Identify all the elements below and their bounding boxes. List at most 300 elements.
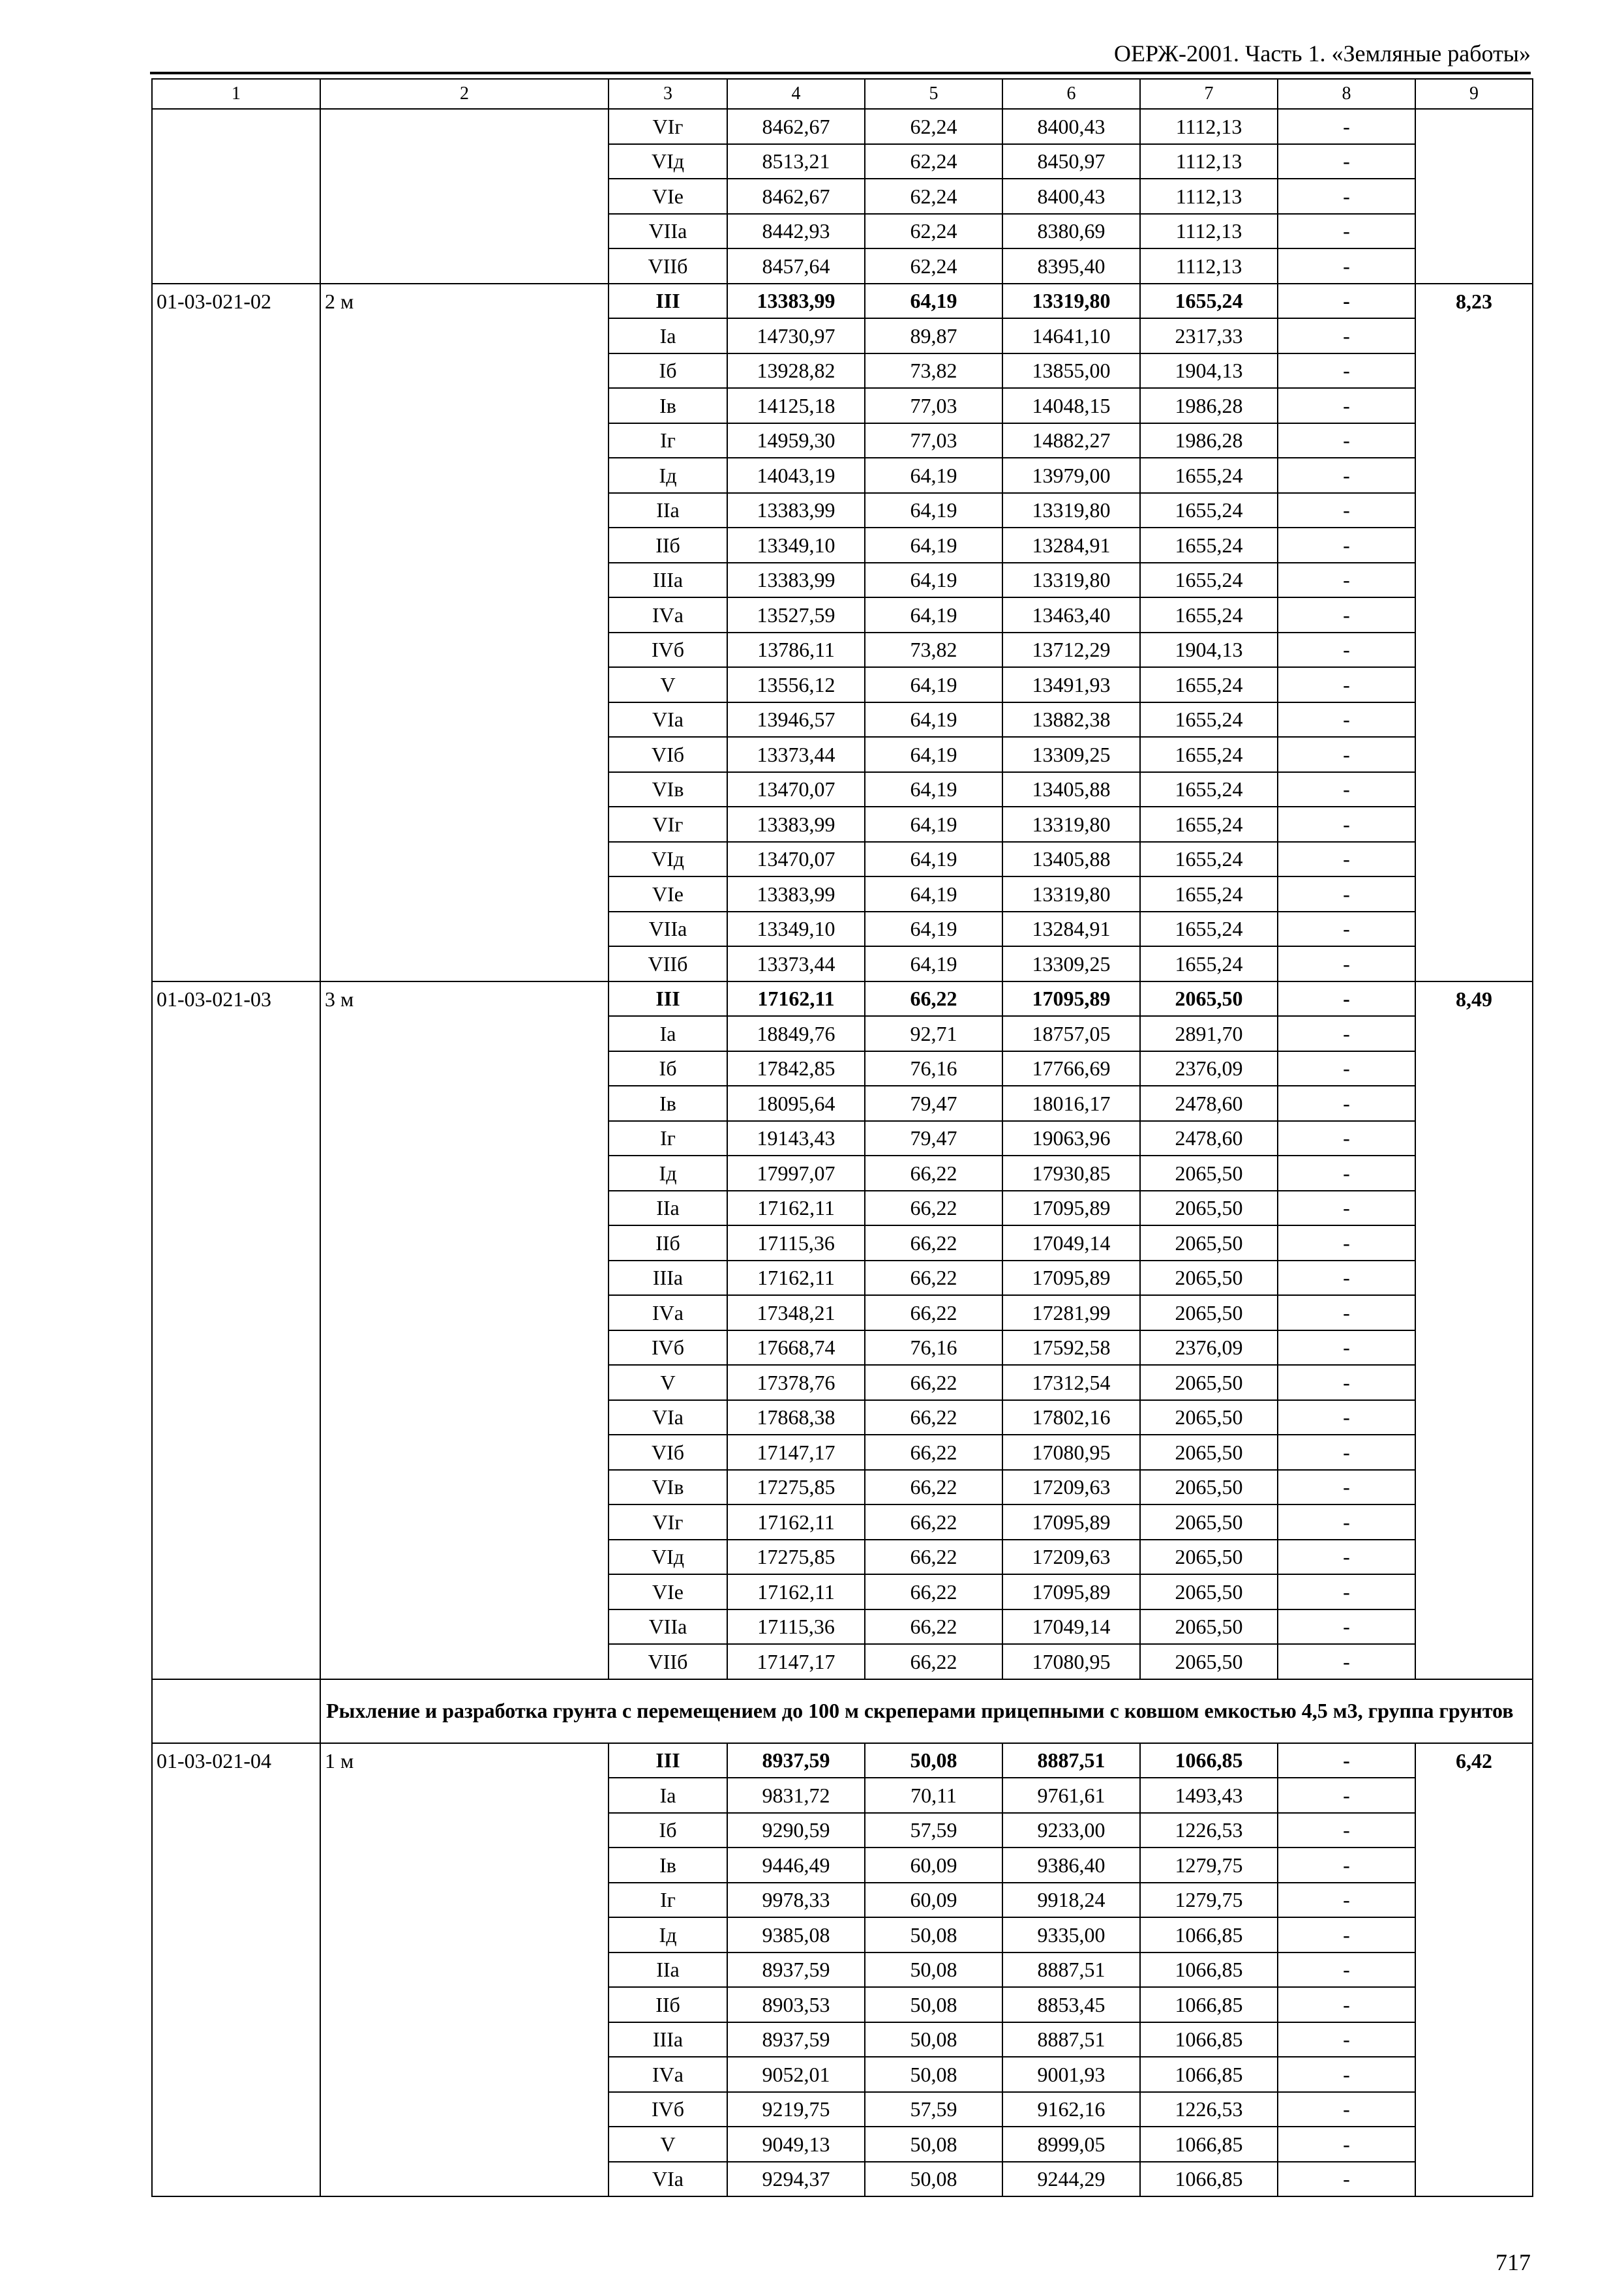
materials-cost-cell: -	[1278, 1743, 1415, 1778]
materials-cost-cell: -	[1278, 667, 1415, 702]
workers-wage-cell: 77,03	[865, 388, 1002, 423]
soil-group-cell: IVа	[609, 597, 727, 633]
total-cost-cell: 9978,33	[727, 1883, 865, 1918]
machinists-wage-cell: 1655,24	[1140, 772, 1278, 807]
machines-cost-cell: 13284,91	[1002, 912, 1140, 947]
materials-cost-cell: -	[1278, 179, 1415, 214]
labor-cost-cell: 6,42	[1415, 1743, 1533, 2197]
soil-group-cell: IIа	[609, 1191, 727, 1226]
machines-cost-cell: 17095,89	[1002, 981, 1140, 1017]
machines-cost-cell: 17766,69	[1002, 1051, 1140, 1086]
workers-wage-cell: 66,22	[865, 1365, 1002, 1400]
workers-wage-cell: 64,19	[865, 284, 1002, 319]
machines-cost-cell: 13319,80	[1002, 284, 1140, 319]
workers-wage-cell: 60,09	[865, 1848, 1002, 1883]
workers-wage-cell: 50,08	[865, 2057, 1002, 2092]
machinists-wage-cell: 1655,24	[1140, 597, 1278, 633]
total-cost-cell: 17668,74	[727, 1330, 865, 1366]
materials-cost-cell: -	[1278, 2022, 1415, 2057]
soil-group-cell: Iд	[609, 1156, 727, 1191]
machines-cost-cell: 13491,93	[1002, 667, 1140, 702]
machines-cost-cell: 9244,29	[1002, 2162, 1140, 2197]
workers-wage-cell: 62,24	[865, 144, 1002, 179]
machinists-wage-cell: 2065,50	[1140, 1435, 1278, 1470]
soil-group-cell: IIб	[609, 1225, 727, 1261]
soil-group-cell: IVб	[609, 1330, 727, 1366]
workers-wage-cell: 64,19	[865, 737, 1002, 772]
machines-cost-cell: 9001,93	[1002, 2057, 1140, 2092]
machinists-wage-cell: 1226,53	[1140, 2092, 1278, 2127]
total-cost-cell: 18095,64	[727, 1086, 865, 1121]
machinists-wage-cell: 1655,24	[1140, 563, 1278, 598]
materials-cost-cell: -	[1278, 1952, 1415, 1988]
total-cost-cell: 13373,44	[727, 946, 865, 981]
machinists-wage-cell: 1066,85	[1140, 2127, 1278, 2162]
page-number: 717	[1496, 2249, 1531, 2275]
workers-wage-cell: 50,08	[865, 2022, 1002, 2057]
workers-wage-cell: 73,82	[865, 633, 1002, 668]
soil-group-cell: Iб	[609, 1813, 727, 1848]
norm-name-cell: 3 м	[320, 981, 609, 1679]
total-cost-cell: 14125,18	[727, 388, 865, 423]
machinists-wage-cell: 1066,85	[1140, 2162, 1278, 2197]
machinists-wage-cell: 1112,13	[1140, 248, 1278, 284]
labor-cost-cell	[1415, 109, 1533, 284]
workers-wage-cell: 66,22	[865, 1644, 1002, 1679]
machinists-wage-cell: 1112,13	[1140, 179, 1278, 214]
machines-cost-cell: 8887,51	[1002, 1952, 1140, 1988]
workers-wage-cell: 64,19	[865, 807, 1002, 842]
soil-group-cell: V	[609, 2127, 727, 2162]
materials-cost-cell: -	[1278, 1225, 1415, 1261]
soil-group-cell: VIб	[609, 1435, 727, 1470]
total-cost-cell: 8462,67	[727, 179, 865, 214]
machinists-wage-cell: 1112,13	[1140, 144, 1278, 179]
materials-cost-cell: -	[1278, 1848, 1415, 1883]
machinists-wage-cell: 1066,85	[1140, 2022, 1278, 2057]
machinists-wage-cell: 2065,50	[1140, 1156, 1278, 1191]
materials-cost-cell: -	[1278, 1261, 1415, 1296]
total-cost-cell: 17115,36	[727, 1609, 865, 1645]
total-cost-cell: 17147,17	[727, 1644, 865, 1679]
machines-cost-cell: 17281,99	[1002, 1295, 1140, 1330]
machines-cost-cell: 18757,05	[1002, 1016, 1140, 1051]
workers-wage-cell: 64,19	[865, 597, 1002, 633]
workers-wage-cell: 64,19	[865, 772, 1002, 807]
workers-wage-cell: 66,22	[865, 1470, 1002, 1505]
total-cost-cell: 8462,67	[727, 109, 865, 144]
machinists-wage-cell: 1655,24	[1140, 702, 1278, 738]
machinists-wage-cell: 2065,50	[1140, 1644, 1278, 1679]
workers-wage-cell: 66,22	[865, 1574, 1002, 1609]
total-cost-cell: 13349,10	[727, 528, 865, 563]
machines-cost-cell: 13463,40	[1002, 597, 1140, 633]
norm-code-cell: 01-03-021-04	[152, 1743, 320, 2197]
soil-group-cell: IVб	[609, 2092, 727, 2127]
workers-wage-cell: 60,09	[865, 1883, 1002, 1918]
machinists-wage-cell: 2065,50	[1140, 1295, 1278, 1330]
materials-cost-cell: -	[1278, 353, 1415, 389]
workers-wage-cell: 79,47	[865, 1086, 1002, 1121]
workers-wage-cell: 76,16	[865, 1330, 1002, 1366]
norm-code-cell: 01-03-021-02	[152, 284, 320, 981]
total-cost-cell: 13383,99	[727, 284, 865, 319]
soil-group-cell: VIд	[609, 1540, 727, 1575]
materials-cost-cell: -	[1278, 1365, 1415, 1400]
machines-cost-cell: 18016,17	[1002, 1086, 1140, 1121]
soil-group-cell: VIа	[609, 1400, 727, 1435]
total-cost-cell: 8937,59	[727, 2022, 865, 2057]
machines-cost-cell: 17095,89	[1002, 1504, 1140, 1540]
workers-wage-cell: 66,22	[865, 981, 1002, 1017]
materials-cost-cell: -	[1278, 1435, 1415, 1470]
workers-wage-cell: 64,19	[865, 842, 1002, 877]
total-cost-cell: 13786,11	[727, 633, 865, 668]
materials-cost-cell: -	[1278, 1400, 1415, 1435]
total-cost-cell: 13527,59	[727, 597, 865, 633]
total-cost-cell: 9290,59	[727, 1813, 865, 1848]
soil-group-cell: V	[609, 667, 727, 702]
materials-cost-cell: -	[1278, 1609, 1415, 1645]
soil-group-cell: VIIб	[609, 946, 727, 981]
workers-wage-cell: 66,22	[865, 1261, 1002, 1296]
machinists-wage-cell: 1655,24	[1140, 946, 1278, 981]
machines-cost-cell: 17095,89	[1002, 1574, 1140, 1609]
machinists-wage-cell: 1986,28	[1140, 388, 1278, 423]
total-cost-cell: 17162,11	[727, 1261, 865, 1296]
workers-wage-cell: 64,19	[865, 876, 1002, 912]
norm-name-cell: 2 м	[320, 284, 609, 981]
column-number-row	[152, 79, 1533, 109]
soil-group-cell: IIб	[609, 1987, 727, 2022]
materials-cost-cell: -	[1278, 2162, 1415, 2197]
soil-group-cell: VIд	[609, 144, 727, 179]
materials-cost-cell: -	[1278, 388, 1415, 423]
header-rule	[150, 72, 1531, 74]
soil-group-cell: VIе	[609, 1574, 727, 1609]
soil-group-cell: VIIб	[609, 248, 727, 284]
soil-group-cell: Iа	[609, 318, 727, 353]
machinists-wage-cell: 1226,53	[1140, 1813, 1278, 1848]
soil-group-cell: Iа	[609, 1778, 727, 1813]
materials-cost-cell: -	[1278, 1330, 1415, 1366]
materials-cost-cell: -	[1278, 1540, 1415, 1575]
materials-cost-cell: -	[1278, 2057, 1415, 2092]
machines-cost-cell: 17095,89	[1002, 1261, 1140, 1296]
total-cost-cell: 13383,99	[727, 876, 865, 912]
soil-group-cell: IVб	[609, 633, 727, 668]
total-cost-cell: 17275,85	[727, 1540, 865, 1575]
materials-cost-cell: -	[1278, 318, 1415, 353]
soil-group-cell: IIIа	[609, 2022, 727, 2057]
soil-group-cell: Iв	[609, 1848, 727, 1883]
total-cost-cell: 18849,76	[727, 1016, 865, 1051]
soil-group-cell: IIIа	[609, 563, 727, 598]
machinists-wage-cell: 1655,24	[1140, 528, 1278, 563]
machinists-wage-cell: 2478,60	[1140, 1121, 1278, 1156]
total-cost-cell: 9294,37	[727, 2162, 865, 2197]
workers-wage-cell: 50,08	[865, 1987, 1002, 2022]
materials-cost-cell: -	[1278, 1156, 1415, 1191]
machinists-wage-cell: 1279,75	[1140, 1848, 1278, 1883]
workers-wage-cell: 77,03	[865, 423, 1002, 458]
table-row	[152, 981, 1533, 1017]
total-cost-cell: 17162,11	[727, 1191, 865, 1226]
total-cost-cell: 14959,30	[727, 423, 865, 458]
soil-group-cell: IIа	[609, 493, 727, 528]
machinists-wage-cell: 2317,33	[1140, 318, 1278, 353]
total-cost-cell: 13470,07	[727, 842, 865, 877]
workers-wage-cell: 66,22	[865, 1295, 1002, 1330]
machines-cost-cell: 17049,14	[1002, 1609, 1140, 1645]
machinists-wage-cell: 1066,85	[1140, 1743, 1278, 1778]
materials-cost-cell: -	[1278, 1574, 1415, 1609]
machines-cost-cell: 13319,80	[1002, 807, 1140, 842]
column-number: 5	[865, 79, 1002, 109]
soil-group-cell: VIIа	[609, 912, 727, 947]
machines-cost-cell: 8395,40	[1002, 248, 1140, 284]
machines-cost-cell: 9761,61	[1002, 1778, 1140, 1813]
soil-group-cell: VIе	[609, 876, 727, 912]
machines-cost-cell: 17312,54	[1002, 1365, 1140, 1400]
materials-cost-cell: -	[1278, 807, 1415, 842]
machines-cost-cell: 8380,69	[1002, 214, 1140, 249]
soil-group-cell: III	[609, 981, 727, 1017]
total-cost-cell: 14043,19	[727, 458, 865, 493]
column-number: 2	[320, 79, 609, 109]
total-cost-cell: 9831,72	[727, 1778, 865, 1813]
materials-cost-cell: -	[1278, 1086, 1415, 1121]
materials-cost-cell: -	[1278, 109, 1415, 144]
total-cost-cell: 13383,99	[727, 563, 865, 598]
machinists-wage-cell: 1655,24	[1140, 284, 1278, 319]
machinists-wage-cell: 1655,24	[1140, 876, 1278, 912]
machines-cost-cell: 9918,24	[1002, 1883, 1140, 1918]
workers-wage-cell: 73,82	[865, 353, 1002, 389]
total-cost-cell: 9385,08	[727, 1917, 865, 1952]
materials-cost-cell: -	[1278, 876, 1415, 912]
total-cost-cell: 17997,07	[727, 1156, 865, 1191]
workers-wage-cell: 57,59	[865, 1813, 1002, 1848]
machinists-wage-cell: 1655,24	[1140, 493, 1278, 528]
materials-cost-cell: -	[1278, 597, 1415, 633]
machines-cost-cell: 8853,45	[1002, 1987, 1140, 2022]
materials-cost-cell: -	[1278, 1470, 1415, 1505]
machinists-wage-cell: 1279,75	[1140, 1883, 1278, 1918]
workers-wage-cell: 50,08	[865, 2127, 1002, 2162]
total-cost-cell: 8903,53	[727, 1987, 865, 2022]
machines-cost-cell: 13405,88	[1002, 842, 1140, 877]
soil-group-cell: VIIб	[609, 1644, 727, 1679]
soil-group-cell: Iб	[609, 1051, 727, 1086]
materials-cost-cell: -	[1278, 214, 1415, 249]
total-cost-cell: 8937,59	[727, 1952, 865, 1988]
machinists-wage-cell: 2376,09	[1140, 1051, 1278, 1086]
norm-name-cell: 1 м	[320, 1743, 609, 2197]
machinists-wage-cell: 1066,85	[1140, 1917, 1278, 1952]
norm-code-cell: 01-03-021-03	[152, 981, 320, 1679]
machinists-wage-cell: 1904,13	[1140, 353, 1278, 389]
workers-wage-cell: 66,22	[865, 1609, 1002, 1645]
materials-cost-cell: -	[1278, 1295, 1415, 1330]
machinists-wage-cell: 2065,50	[1140, 1470, 1278, 1505]
machines-cost-cell: 13319,80	[1002, 493, 1140, 528]
workers-wage-cell: 62,24	[865, 248, 1002, 284]
section-title: Рыхление и разработка грунта с перемещением до 100 м скреперами прицепными с ковшом емкостью 4,5 м3, группа грунтов	[320, 1679, 1533, 1743]
soil-group-cell: Iд	[609, 458, 727, 493]
workers-wage-cell: 66,22	[865, 1400, 1002, 1435]
labor-cost-cell: 8,23	[1415, 284, 1533, 981]
machines-cost-cell: 13309,25	[1002, 946, 1140, 981]
machines-cost-cell: 9233,00	[1002, 1813, 1140, 1848]
machinists-wage-cell: 2065,50	[1140, 1540, 1278, 1575]
machines-cost-cell: 13405,88	[1002, 772, 1140, 807]
soil-group-cell: Iд	[609, 1917, 727, 1952]
workers-wage-cell: 64,19	[865, 702, 1002, 738]
total-cost-cell: 17378,76	[727, 1365, 865, 1400]
materials-cost-cell: -	[1278, 528, 1415, 563]
soil-group-cell: IIа	[609, 1952, 727, 1988]
materials-cost-cell: -	[1278, 1917, 1415, 1952]
machinists-wage-cell: 1066,85	[1140, 1952, 1278, 1988]
machinists-wage-cell: 2891,70	[1140, 1016, 1278, 1051]
machines-cost-cell: 14882,27	[1002, 423, 1140, 458]
workers-wage-cell: 64,19	[865, 493, 1002, 528]
materials-cost-cell: -	[1278, 633, 1415, 668]
soil-group-cell: VIг	[609, 1504, 727, 1540]
soil-group-cell: Iг	[609, 423, 727, 458]
workers-wage-cell: 50,08	[865, 2162, 1002, 2197]
column-number: 6	[1002, 79, 1140, 109]
materials-cost-cell: -	[1278, 248, 1415, 284]
machines-cost-cell: 9386,40	[1002, 1848, 1140, 1883]
workers-wage-cell: 79,47	[865, 1121, 1002, 1156]
machinists-wage-cell: 1655,24	[1140, 737, 1278, 772]
total-cost-cell: 8937,59	[727, 1743, 865, 1778]
column-number: 8	[1278, 79, 1415, 109]
machines-cost-cell: 17592,58	[1002, 1330, 1140, 1366]
workers-wage-cell: 62,24	[865, 179, 1002, 214]
machines-cost-cell: 17802,16	[1002, 1400, 1140, 1435]
materials-cost-cell: -	[1278, 842, 1415, 877]
machines-cost-cell: 17209,63	[1002, 1470, 1140, 1505]
total-cost-cell: 14730,97	[727, 318, 865, 353]
machines-cost-cell: 13979,00	[1002, 458, 1140, 493]
total-cost-cell: 8442,93	[727, 214, 865, 249]
materials-cost-cell: -	[1278, 1883, 1415, 1918]
workers-wage-cell: 66,22	[865, 1504, 1002, 1540]
workers-wage-cell: 70,11	[865, 1778, 1002, 1813]
table-row	[152, 109, 1533, 144]
total-cost-cell: 17115,36	[727, 1225, 865, 1261]
materials-cost-cell: -	[1278, 702, 1415, 738]
total-cost-cell: 17162,11	[727, 1504, 865, 1540]
machines-cost-cell: 8887,51	[1002, 2022, 1140, 2057]
column-number: 1	[152, 79, 320, 109]
total-cost-cell: 13556,12	[727, 667, 865, 702]
machines-cost-cell: 9162,16	[1002, 2092, 1140, 2127]
machinists-wage-cell: 1066,85	[1140, 1987, 1278, 2022]
total-cost-cell: 13946,57	[727, 702, 865, 738]
soil-group-cell: III	[609, 284, 727, 319]
section-title-row	[152, 1679, 1533, 1743]
total-cost-cell: 9219,75	[727, 2092, 865, 2127]
soil-group-cell: Iв	[609, 1086, 727, 1121]
materials-cost-cell: -	[1278, 458, 1415, 493]
total-cost-cell: 13928,82	[727, 353, 865, 389]
soil-group-cell: IVа	[609, 1295, 727, 1330]
workers-wage-cell: 66,22	[865, 1156, 1002, 1191]
soil-group-cell: VIв	[609, 772, 727, 807]
workers-wage-cell: 50,08	[865, 1917, 1002, 1952]
column-number: 7	[1140, 79, 1278, 109]
machinists-wage-cell: 1112,13	[1140, 109, 1278, 144]
materials-cost-cell: -	[1278, 1813, 1415, 1848]
machines-cost-cell: 19063,96	[1002, 1121, 1140, 1156]
machinists-wage-cell: 2376,09	[1140, 1330, 1278, 1366]
machines-cost-cell: 13319,80	[1002, 563, 1140, 598]
machines-cost-cell: 8450,97	[1002, 144, 1140, 179]
soil-group-cell: VIг	[609, 109, 727, 144]
materials-cost-cell: -	[1278, 772, 1415, 807]
machinists-wage-cell: 1112,13	[1140, 214, 1278, 249]
machinists-wage-cell: 2065,50	[1140, 981, 1278, 1017]
soil-group-cell: VIв	[609, 1470, 727, 1505]
machines-cost-cell: 8887,51	[1002, 1743, 1140, 1778]
workers-wage-cell: 57,59	[865, 2092, 1002, 2127]
page-header-title: ОЕРЖ-2001. Часть 1. «Земляные работы»	[1114, 40, 1531, 67]
workers-wage-cell: 66,22	[865, 1191, 1002, 1226]
workers-wage-cell: 62,24	[865, 109, 1002, 144]
machinists-wage-cell: 2065,50	[1140, 1609, 1278, 1645]
workers-wage-cell: 64,19	[865, 528, 1002, 563]
soil-group-cell: VIг	[609, 807, 727, 842]
total-cost-cell: 13383,99	[727, 493, 865, 528]
total-cost-cell: 9446,49	[727, 1848, 865, 1883]
soil-group-cell: V	[609, 1365, 727, 1400]
machinists-wage-cell: 2065,50	[1140, 1504, 1278, 1540]
workers-wage-cell: 50,08	[865, 1952, 1002, 1988]
soil-group-cell: Iв	[609, 388, 727, 423]
machinists-wage-cell: 2065,50	[1140, 1191, 1278, 1226]
soil-group-cell: VIб	[609, 737, 727, 772]
machinists-wage-cell: 2478,60	[1140, 1086, 1278, 1121]
total-cost-cell: 17275,85	[727, 1470, 865, 1505]
soil-group-cell: III	[609, 1743, 727, 1778]
machinists-wage-cell: 1904,13	[1140, 633, 1278, 668]
machinists-wage-cell: 2065,50	[1140, 1365, 1278, 1400]
materials-cost-cell: -	[1278, 946, 1415, 981]
soil-group-cell: Iг	[609, 1121, 727, 1156]
total-cost-cell: 9052,01	[727, 2057, 865, 2092]
total-cost-cell: 13470,07	[727, 772, 865, 807]
norms-table-body	[152, 79, 1533, 2196]
materials-cost-cell: -	[1278, 1191, 1415, 1226]
workers-wage-cell: 64,19	[865, 912, 1002, 947]
machines-cost-cell: 13712,29	[1002, 633, 1140, 668]
column-number: 9	[1415, 79, 1533, 109]
machines-cost-cell: 13882,38	[1002, 702, 1140, 738]
machinists-wage-cell: 1493,43	[1140, 1778, 1278, 1813]
materials-cost-cell: -	[1278, 144, 1415, 179]
soil-group-cell: IIIа	[609, 1261, 727, 1296]
soil-group-cell: VIа	[609, 702, 727, 738]
section-empty-cell	[152, 1679, 320, 1743]
machines-cost-cell: 13855,00	[1002, 353, 1140, 389]
machinists-wage-cell: 1655,24	[1140, 667, 1278, 702]
column-number: 3	[609, 79, 727, 109]
machines-cost-cell: 14048,15	[1002, 388, 1140, 423]
